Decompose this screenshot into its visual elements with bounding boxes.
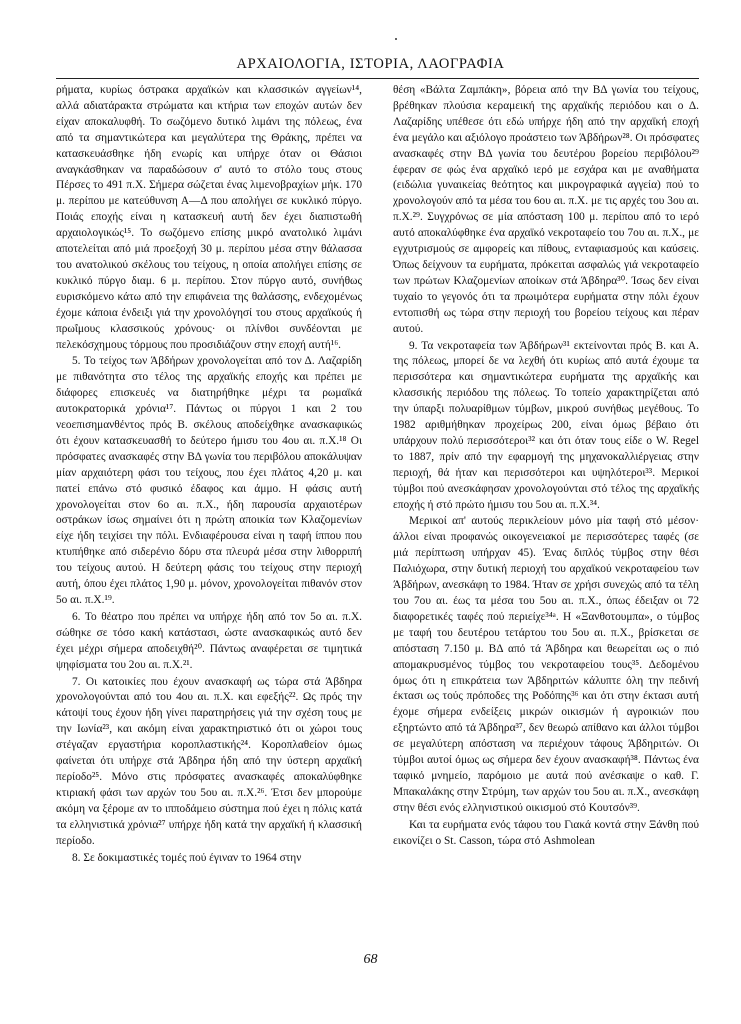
- left-column: [56, 83, 362, 866]
- paragraph: 9. Τα νεκροταφεία των Άβδήρων³¹ εκτείνονται πρός Β. και Α. της πόλεως, μπορεί δε να λεχθή ότι κυρίως από αυτά έχουμε τα περισσότερα και σημαντικώτερα ευρήματα της αρχαϊκής και κλασσικής περιόδου της πόλεως. Το τοπείο χαρακτηρίζεται από την ύπαρξι πολυαρίθμων τύμβων, μικρού συνήθως μεγέθους. Το 1982 αριθμήθηκαν προχείρως 200, είναι όμως βέβαιο ότι υπάρχουν πολύ περισσότεροι³² και ότι όταν τους είδε ο W. Regel το 1887, πρίν από την εφαρμογή της μηχανοκαλλιέργειας στην περιοχή, θά ήταν και περισσότεροι και υψηλότεροι³³. Μερικοί τύμβοι πού ανεσκάφησαν χρονολογούνται στό τέλος της αρχαϊκής εποχής ή στό πρώτο ήμισυ του 5ου αι. π.Χ.³⁴.: [393, 339, 699, 511]
- page-number: 68: [363, 952, 378, 967]
- running-header: ΑΡΧΑΙΟΛΟΓΙΑ, ΙΣΤΟΡΙΑ, ΛΑΟΓΡΑΦΙΑ: [236, 56, 505, 72]
- paragraph: 5. Το τείχος των Άβδήρων χρονολογείται από τον Δ. Λαζαρίδη με πιθανότητα στο τέλος της αρχαϊκής εποχής και πρέπει με διάφορες επισκευές να διατηρήθηκε μέχρι τα ρωμαϊκά αυτοκρατορικά χρόνια¹⁷. Πάντως οι πύργοι 1 και 2 του νεοεπισημανθέντος πρός Β. σκέλους αποδείχθηκε ανασκαφικώς ότι έχουν κατασκευασθή το δεύτερο ήμισυ του 4ου αι. π.Χ.¹⁸ Οι πρόσφατες ανασκαφές στην ΒΔ γωνία του περιβόλου αποκάλυψαν μίαν αρχαιότερη φάσι του τείχους, που έχει πλάτος 4,20 μ. και πατεί επάνω στό φυσικό έδαφος και άμμο. Η φάσις αυτή χρονολογείται στον 6ο αι. π.Χ., ήδη παρουσία αρχαιοτέρων οστράκων ίσως σημαίνει ότι η πρώτη αποικία των Κλαζομενίων είχε ήδη τειχίσει την πόλι. Ενδιαφέρουσα είναι η ταφή ίππου που κτυπήθηκε από σιδερένιο δόρυ στα πλευρά μέσα στην λιθορριπή του τείχους αυτού. Η δεύτερη φάσις του τείχους στην περιοχή αυτή, όπου έχει πλάτος 1,90 μ. μόνον, χρονολογείται πιθανόν στον 5ο αι. π.Χ.¹⁹.: [56, 355, 362, 606]
- paragraph: Και τα ευρήματα ενός τάφου του Γιακά κοντά στην Ξάνθη πού εικονίζει ο St. Casson, τώρα στό Ashmolean: [393, 818, 699, 847]
- paragraph: 8. Σε δοκιμαστικές τομές πού έγιναν το 1964 στην: [72, 851, 302, 864]
- paragraph: 7. Οι κατοικίες που έχουν ανασκαφή ως τώρα στά Άβδηρα χρονολογούνται από του 4ου αι. π.Χ. και εφεξής²². Ως πρός την κάτοψί τους έχουν ήδη γίνει παρατηρήσεις γιά την σχέση τους με την Ιωνία²³, και ακόμη είναι χαρακτηριστικό ότι οι χώροι τους στέγαζαν εργαστήρια κοροπλαστικής²⁴. Κοροπλαθείον όμως φαίνεται ότι υπήρχε στά Άβδηρα ήδη από την ύστερη αρχαϊκή περίοδο²⁵. Μόνο στις πρόσφατες ανασκαφές αποκαλύφθηκε κτιριακή φάσι των αρχών του 5ου αι. π.Χ.²⁶. Έτσι δεν μπορούμε ακόμη να ξέρομε αν το ιπποδάμειο σύστημα πού έχει η πόλις κατά τα ελληνιστικά χρόνια²⁷ υπήρχε ήδη κατά την αρχαϊκή ή κλασσική περίοδο.: [56, 675, 362, 847]
- right-column: [393, 83, 699, 850]
- paragraph: Μερικοί απ' αυτούς περικλείουν μόνο μία ταφή στό μέσον· άλλοι είναι προφανώς οικογενειακοί με περισσότερες ταφές (σε μιά περίπτωση υπήρχαν 45). Ένας διπλός τύμβος στην θέσι Παλιόχωρα, στην δυτική περιοχή του αρχαϊκού νεκροταφείου των Άβδήρων, ανεσκάφη το 1984. Ήταν σε χρήσι συνεχώς από τα τέλη του 7ου αι. έως τα μέσα του 5ου αι. π.Χ., όπως έδειξαν οι 72 διαφορετικές ταφές πού περιείχε³⁴ᵃ. Η «Ξανθοτουμπα», ο τύμβος με ταφή του δευτέρου τετάρτου του 5ου αι. π.Χ., βρίσκεται σε απόσταση 7.150 μ. ΒΔ από τά Άβδηρα και θεωρείται ως ο πιό απομακρυσμένος τύμβος του νεκροταφείου τους³⁵. Δεδομένου όμως ότι η επικράτεια των Άβδηριτών κάλυπτε όλη την πεδινή έκτασι ως τούς πρόποδες της Ροδόπης³⁶ και ότι στην έκτασι αυτή έχομε σήμερα ενδείξεις μικρών οικισμών ή αγροικιών που εξηρτώντο από τά Άβδηρα³⁷, δεν θεωρώ απίθανο και άλλοι τύμβοι σε μεγαλύτερη απόσταση να περιέχουν τάφους Άβδηριτών. Οι τύμβοι αυτοί όμως ως σήμερα δεν έχουν ανασκαφή³⁸. Πάντως ένα ταφικό μνημείο, παρόμοιο με αυτά πού ανέσκαψε ο καθ. Γ. Μπακαλάκης στην Στρύμη, των αρχών του 5ου αι. π.Χ., ανεσκάφη στην θέσι ενός ελληνιστικού οικισμού στό Κουτσόν³⁹.: [393, 515, 699, 814]
- paragraph: θέση «Βάλτα Ζαμπάκη», βόρεια από την ΒΔ γωνία του τείχους, βρέθηκαν πλούσια κεραμεική της αρχαϊκής περιόδου και ο Δ. Λαζαρίδης υπέθεσε ότι εδώ υπήρχε ήδη από την αρχαϊκή εποχή ένα μεγάλο και αξιόλογο προάστειο των Άβδήρων²⁸. Οι πρόσφατες ανασκαφές στην ΒΔ γωνία του δευτέρου βορείου περιβόλου²⁹ έφεραν σε φώς ένα αρχαϊκό ιερό με εσχάρα και με αναθήματα (ειδώλια γυναικείας θεότητος και μικρογραφικά αγγεία) πού το χρονολογούν από τα μέσα του 6ου αι. π.Χ. με τις αρχές του 3ου αι. π.Χ.²⁹. Συγχρόνως σε μία απόσταση 100 μ. περίπου από το ιερό αυτό αποκαλύφθηκε ένα αρχαϊκό νεκροταφείο του 7ου αι. π.Χ., με εγχυτρισμούς σε αμφορείς και πίθους, ενταφιασμούς και καύσεις. Όπως δείχνουν τα ευρήματα, πρόκειται ασφαλώς γιά νεκροταφείο των πρώτων Κλαζομενίων αποίκων στά Άβδηρα³⁰. Ίσως δεν είναι τυχαίο το γεγονός ότι τα πρωιμότερα ευρήματα στην πόλι έχουν εντοπισθή ως τώρα στην περιοχή του βορείου τείχους και πέραν αυτού.: [393, 84, 699, 335]
- print-speck: [395, 38, 397, 40]
- paragraph: 6. Το θέατρο που πρέπει να υπήρχε ήδη από τον 5ο αι. π.Χ. σώθηκε σε τόσο κακή κατάστασι, ώστε ανασκαφικώς αυτό δεν έχει μέχρι σήμερα αποδειχθή²⁰. Πάντως αναφέρεται σε τιμητικά ψηφίσματα του 2ου αι. π.Χ.²¹.: [56, 610, 362, 671]
- header-rule: [56, 78, 699, 79]
- paragraph: ρήματα, κυρίως όστρακα αρχαϊκών και κλασσικών αγγείων¹⁴, αλλά αδιατάρακτα στρώματα και κτήρια των εποχών αυτών δεν είχαν αποκαλυφθή. Το σωζόμενο δυτικό λιμάνι της πόλεως, ένα από τα σημαντικώτερα και μεγαλύτερα της Θράκης, πρέπει να κατασκευάσθηκε ήδη ενωρίς και υπήρχε όταν οι Θάσιοι αναγκάσθηκαν να παραδώσουν σ' αυτό το στόλο τους στους Πέρσες το 491 π.Χ. Σήμερα σώζεται ένας λιμενοβραχίων μήκ. 170 μ. περίπου με κατεύθυνση Α—Δ που απολήγει σε κυκλικό πύργο. Ποιάς εποχής είναι η κατασκευή αυτή δεν έχει διαπιστωθή αρχαιολογικώς¹⁵. Το σωζόμενο επίσης μικρό ανατολικό λιμάνι αποτελείται από μιά προεξοχή 30 μ. περίπου μέσα στην θάλασσα του ανατολικού σκέλους του τείχους, η οποία απολήγει επίσης σε κυκλικό πύργο διαμ. 6 μ. περίπου. Στον πύργο αυτό, συνήθως ευρισκόμενο κάτω από την επιφάνεια της θαλάσσης, ενδεχομένως έχομε κάποια ένδειξι γιά την χρονολόγησί του στους αρχαϊκούς ή πρωΐμους κλασσικούς χρόνους· οι πλίνθοι συνδέονται με πελεκόσχημους τόρμους που προσιδιάζουν στην εποχή αυτή¹⁶.: [56, 84, 362, 351]
